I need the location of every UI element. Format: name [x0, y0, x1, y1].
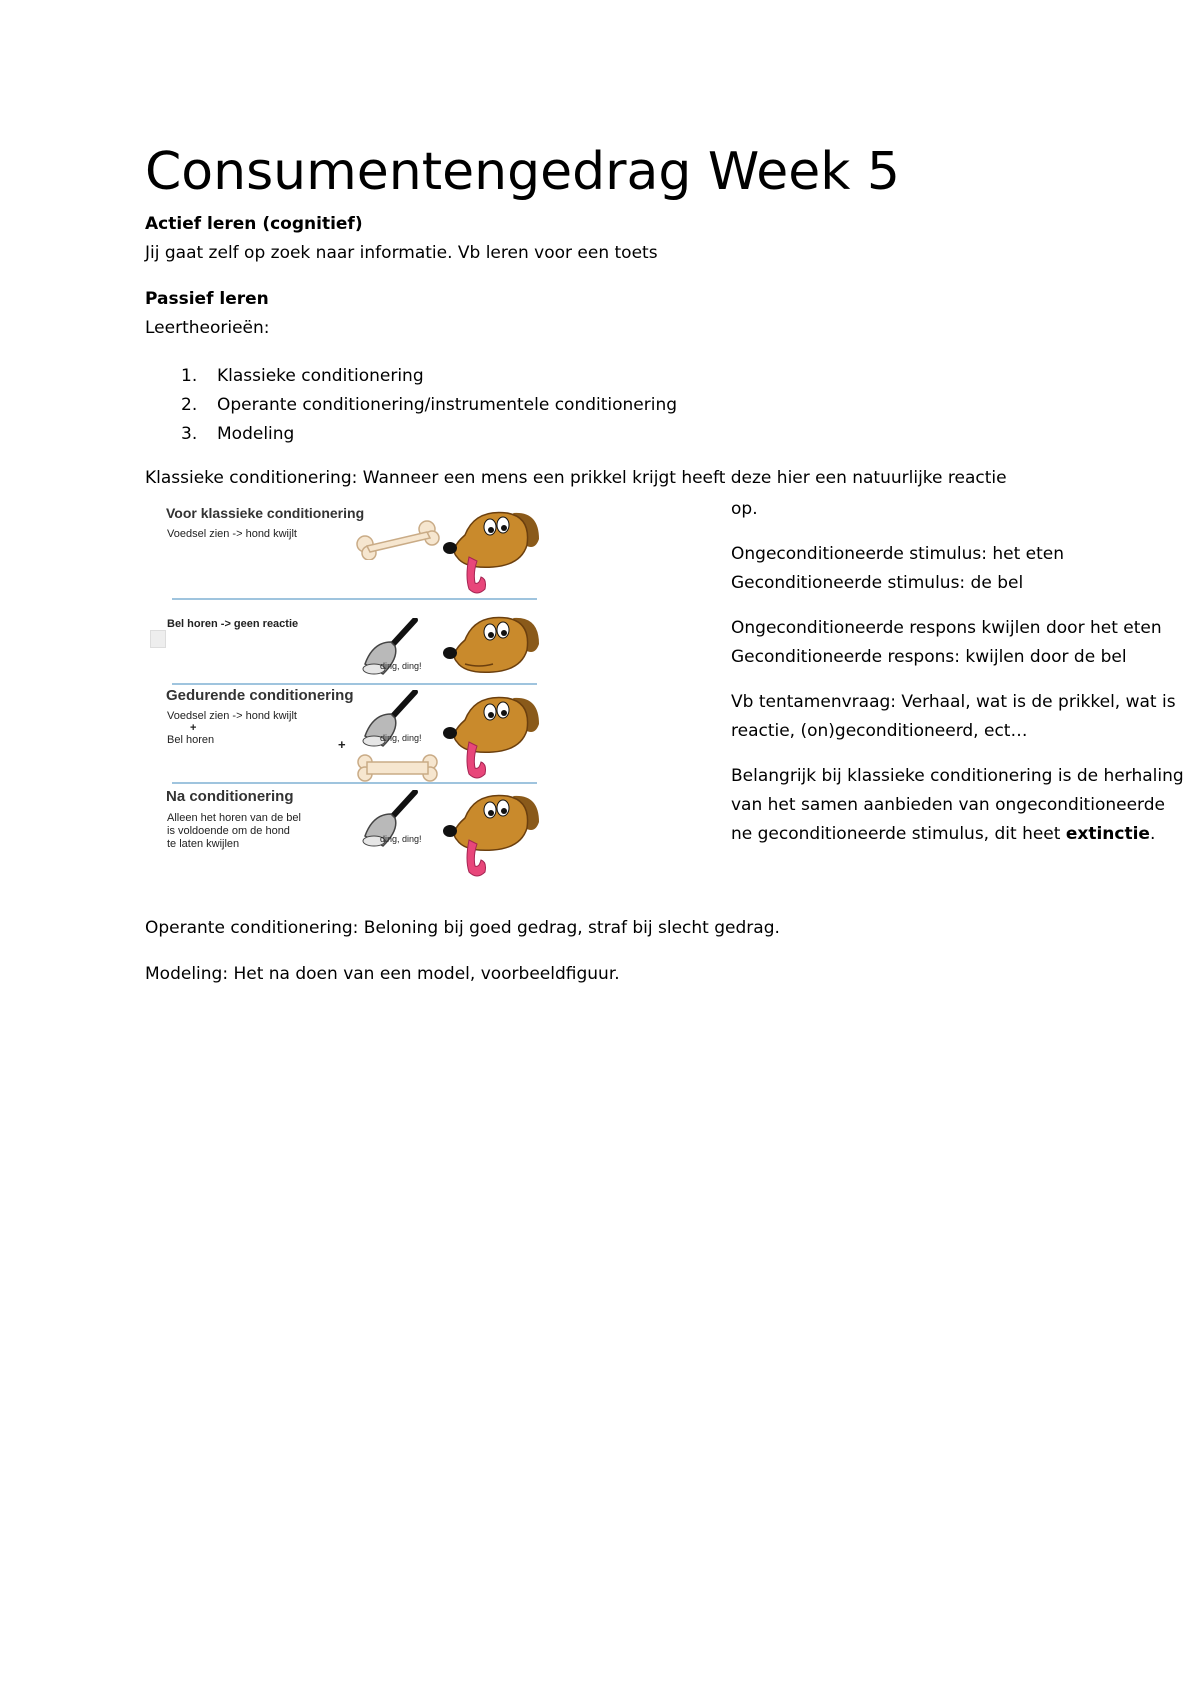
page-title: Consumentengedrag Week 5	[145, 142, 900, 202]
cs-text: Geconditioneerde stimulus: de bel	[731, 573, 1024, 593]
operante-text: Operante conditionering: Beloning bij goed gedrag, straf bij slecht gedrag.	[145, 918, 780, 938]
extinctie-term: extinctie	[1065, 824, 1150, 844]
leertheorieen-list	[145, 362, 677, 449]
diagram-section-4-sub-1: Alleen het horen van de bel	[167, 812, 301, 824]
belangrijk-line-1: Belangrijk bij klassieke conditionering is de herhaling	[731, 766, 1184, 786]
diagram-section-4-sub-2: is voldoende om de hond	[167, 825, 290, 837]
diagram-section-2-sub: Bel horen -> geen reactie	[167, 618, 299, 630]
list-number: 2.	[181, 395, 198, 415]
belangrijk-line-3	[731, 820, 1200, 849]
list-item	[145, 420, 677, 449]
dog-head-icon	[435, 788, 545, 880]
bone-icon	[355, 750, 440, 785]
diagram-section-4-title: Na conditionering	[166, 788, 294, 805]
diagram-plus-sign: +	[338, 737, 346, 752]
exam-question-line-2: reactie, (on)geconditioneerd, ect…	[731, 721, 1028, 741]
cr-text: Geconditioneerde respons: kwijlen door de bel	[731, 647, 1127, 667]
klassiek-intro: Klassieke conditionering: Wanneer een mens een prikkel krijgt heeft deze hier een natuurlijke reactie	[145, 468, 1007, 488]
diagram-separator	[172, 782, 537, 784]
list-label: Modeling	[217, 424, 295, 444]
dog-head-icon	[435, 690, 545, 780]
belangrijk-line-3-text: ne geconditioneerde stimulus, dit heet	[731, 824, 1066, 844]
actief-heading: Actief leren (cognitief)	[145, 214, 363, 234]
list-item	[145, 362, 677, 391]
bell-sound-text: ding, ding!	[380, 733, 422, 743]
list-label: Klassieke conditionering	[217, 366, 424, 386]
modeling-text: Modeling: Het na doen van een model, voorbeeldfiguur.	[145, 964, 620, 984]
diagram-section-3-plus: +	[190, 722, 197, 734]
continuation-text: op.	[731, 499, 758, 519]
diagram-section-3-sub-1: Voedsel zien -> hond kwijlt	[167, 710, 297, 722]
diagram-section-3-sub-2: Bel horen	[167, 734, 215, 746]
bell-sound-text: ding, ding!	[380, 834, 422, 844]
dog-head-icon	[435, 610, 545, 680]
diagram-section-4-sub-3: te laten kwijlen	[167, 838, 240, 850]
dog-head-icon	[435, 505, 545, 595]
bone-icon	[355, 520, 440, 560]
list-number: 1.	[181, 366, 198, 386]
list-number: 3.	[181, 424, 198, 444]
passief-text: Leertheorieën:	[145, 318, 270, 338]
right-column	[731, 495, 1200, 849]
ucs-text: Ongeconditioneerde stimulus: het eten	[731, 544, 1064, 564]
conditioning-diagram	[150, 500, 545, 880]
list-item	[145, 391, 677, 420]
actief-text: Jij gaat zelf op zoek naar informatie. Vb leren voor een toets	[145, 243, 658, 263]
belangrijk-line-2: van het samen aanbieden van ongeconditioneerde	[731, 795, 1165, 815]
diagram-fragment	[150, 630, 166, 648]
ucr-text: Ongeconditioneerde respons kwijlen door het eten	[731, 618, 1162, 638]
passief-heading: Passief leren	[145, 289, 269, 309]
diagram-section-1-title: Voor klassieke conditionering	[166, 505, 365, 521]
diagram-section-3-title: Gedurende conditionering	[166, 687, 354, 704]
bell-sound-text: ding, ding!	[380, 661, 422, 671]
list-label: Operante conditionering/instrumentele conditionering	[217, 395, 678, 415]
diagram-section-1-sub: Voedsel zien -> hond kwijlt	[167, 528, 297, 540]
diagram-separator	[172, 683, 537, 685]
belangrijk-line-3-end: .	[1149, 824, 1156, 844]
diagram-separator	[172, 598, 537, 600]
exam-question-line-1: Vb tentamenvraag: Verhaal, wat is de prikkel, wat is	[731, 692, 1176, 712]
